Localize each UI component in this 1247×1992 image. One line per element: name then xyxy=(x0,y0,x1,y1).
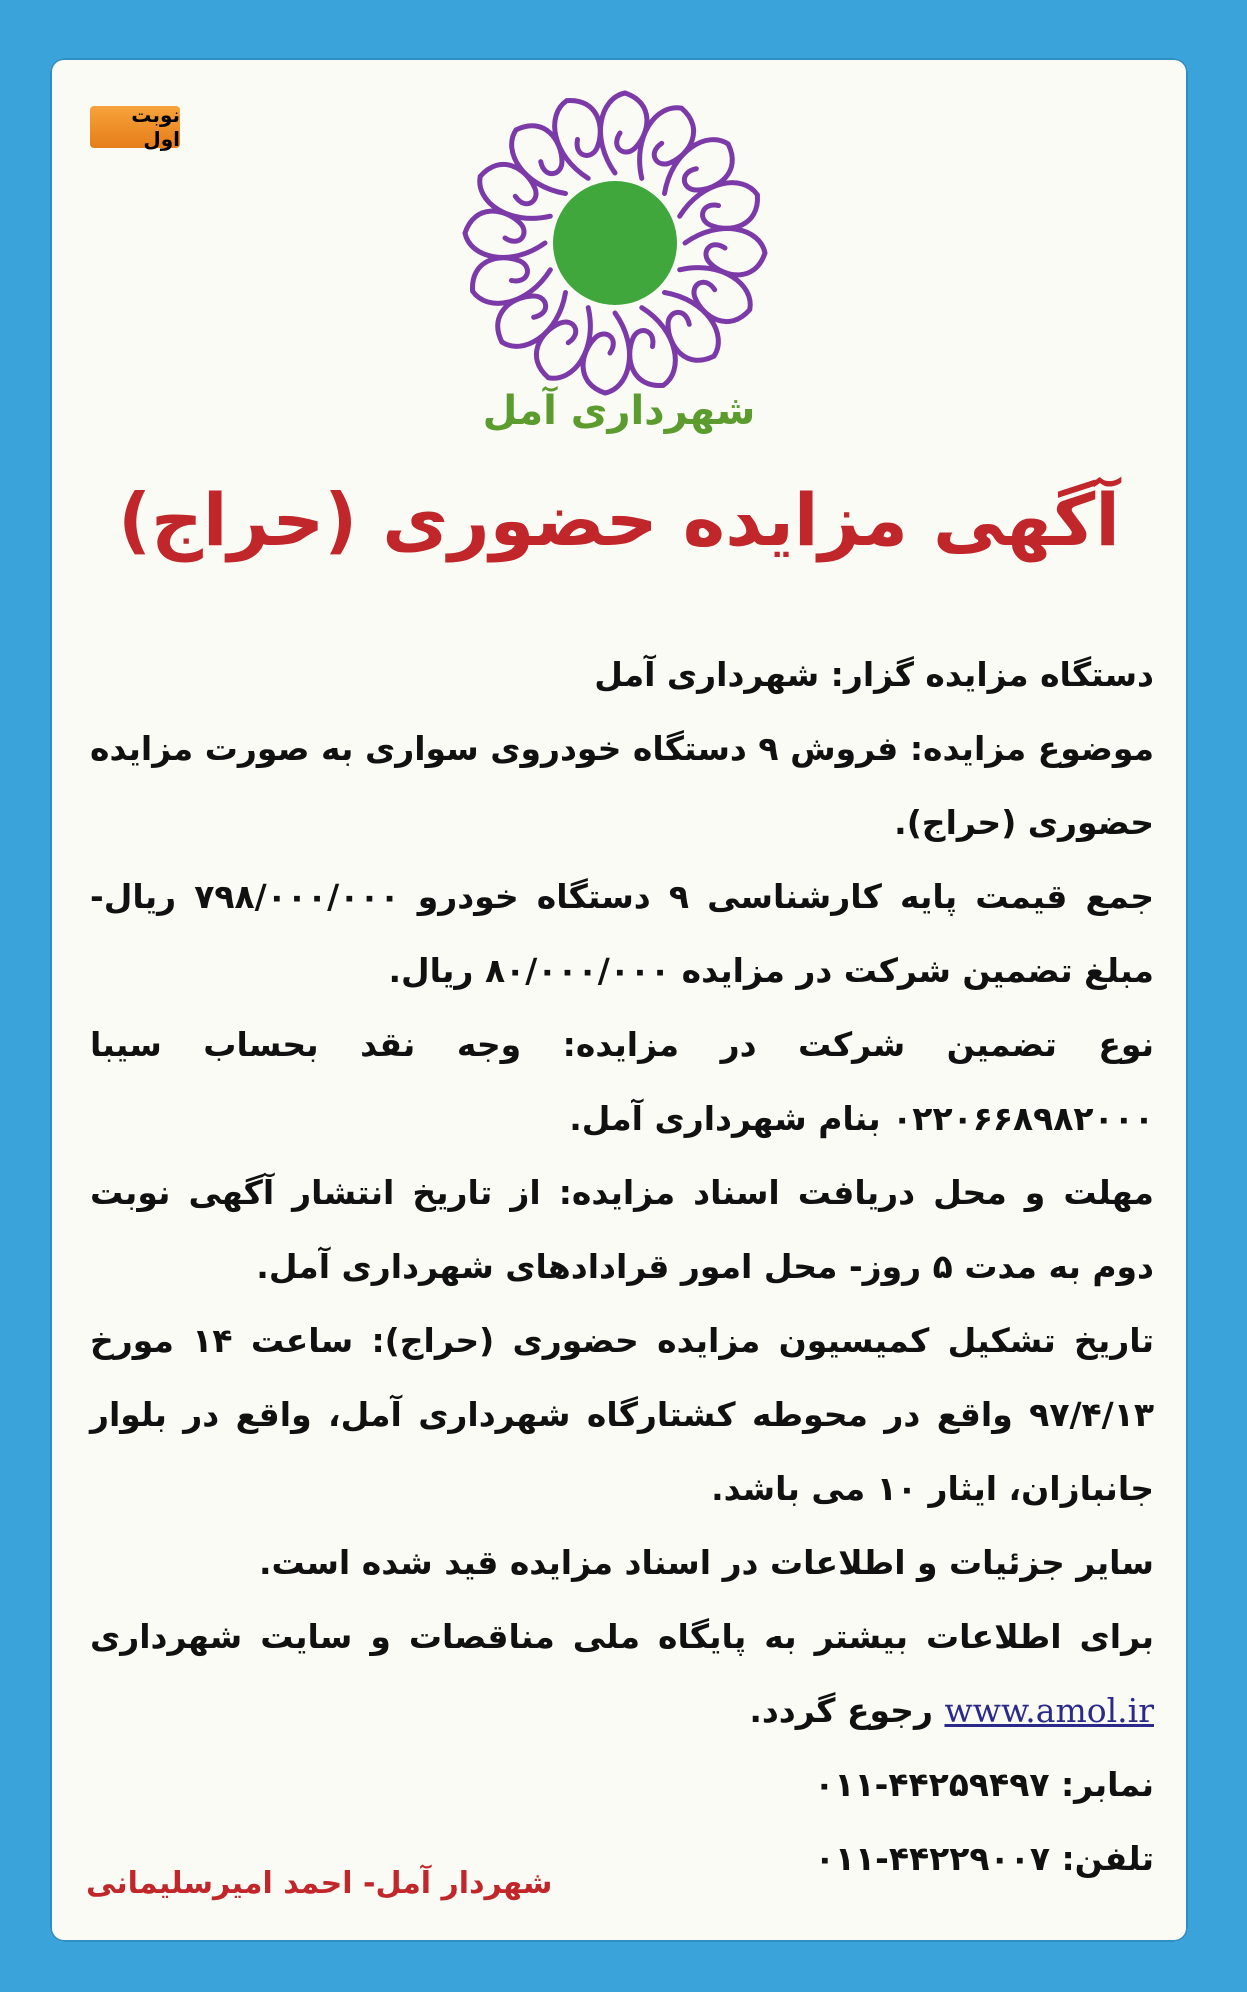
paragraph-subject: موضوع مزایده: فروش ۹ دستگاه خودروی سواری به صورت مزایده حضوری (حراج). xyxy=(90,729,1155,842)
logo-caption: شهرداری آمل xyxy=(482,388,756,434)
logo-petal xyxy=(654,127,743,216)
mayor-signature: شهردار آمل- احمد امیرسلیمانی xyxy=(86,1866,553,1901)
notice-title: آگهی مزایده حضوری (حراج) xyxy=(118,478,1120,562)
paragraph-other-details: سایر جزئیات و اطلاعات در اسناد مزایده قید شده است. xyxy=(258,1543,1154,1582)
paragraph-organizer: دستگاه مزایده گزار: شهرداری آمل xyxy=(594,655,1154,694)
first-publication-badge: نوبت اول xyxy=(90,106,180,148)
amol-municipality-logo-icon xyxy=(450,78,780,408)
paragraph-deadline: مهلت و محل دریافت اسناد مزایده: از تاریخ انتشار آگهی نوبت دوم به مدت ۵ روز- محل امور قرادادهای شهرداری آمل. xyxy=(90,1173,1154,1286)
fax-number: نمابر: ۴۴۲۵۹۴۹۷-۰۱۱ xyxy=(814,1765,1154,1804)
website-link[interactable]: www.amol.ir xyxy=(944,1691,1154,1730)
logo-petal xyxy=(499,114,588,203)
paragraph-guarantee-type: نوع تضمین شرکت در مزایده: وجه نقد بحساب سیبا ۰۲۲۰۶۶۸۹۸۲۰۰۰ بنام شهرداری آمل. xyxy=(90,1025,1154,1138)
notice-body xyxy=(90,638,1154,1896)
notice-frame xyxy=(50,58,1188,1942)
paragraph-commission-date: تاریخ تشکیل کمیسیون مزایده حضوری (حراج): ساعت ۱۴ مورخ ۹۷/۴/۱۳ واقع در محوطه کشتارگاه شهرداری آمل، واقع در بلوار جانبازان، ایثار ۱۰ می باشد. xyxy=(90,1321,1154,1508)
logo-petal xyxy=(642,282,731,371)
paragraph-more-info xyxy=(90,1600,1154,1748)
phone-number: تلفن: ۴۴۲۲۹۰۰۷-۰۱۱ xyxy=(814,1839,1154,1878)
more-info-text: برای اطلاعات بیشتر به پایگاه ملی مناقصات و سایت شهرداری xyxy=(90,1617,1154,1656)
more-info-suffix: رجوع گردد. xyxy=(749,1691,933,1730)
logo-petal xyxy=(486,270,575,359)
paragraph-base-price: جمع قیمت پایه کارشناسی ۹ دستگاه خودرو ۷۹۸/۰۰۰/۰۰۰ ریال- مبلغ تضمین شرکت در مزایده ۸۰/۰۰۰/۰۰۰ ریال. xyxy=(90,877,1154,990)
